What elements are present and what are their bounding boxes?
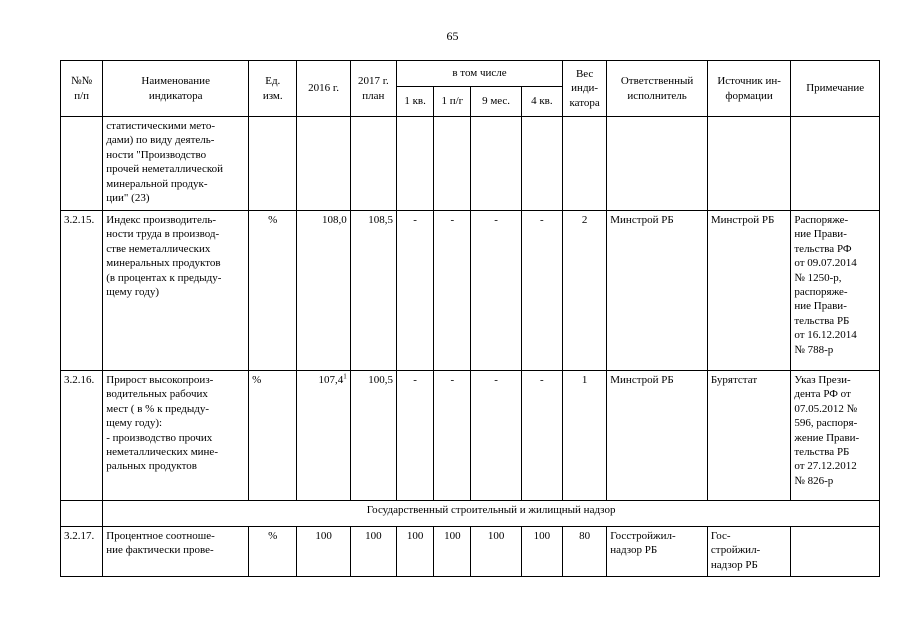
page-number: 65 [446,29,459,43]
cell-source: Гос- стройжил- надзор РБ [707,527,791,577]
header-source: Источник ин- формации [707,61,791,117]
cell-note [791,527,880,577]
cell-name: статистическими мето- дами) по виду деятель- ности "Производство прочей неметаллической минеральной продук- ции" (23) [103,117,249,211]
indicators-table [60,60,880,577]
cell-q1: 100 [396,527,433,577]
cell-weight [563,117,607,211]
cell-9m: - [471,211,521,371]
header-row [61,61,880,87]
cell-unit: % [249,371,297,501]
cell-q4: - [521,371,562,501]
header-unit: Ед. изм. [249,61,297,117]
cell-2017: 100,5 [350,371,396,501]
cell-q4: 100 [521,527,562,577]
cell-h1: 100 [434,527,471,577]
cell-2017: 108,5 [350,211,396,371]
table-row [61,527,880,577]
cell-9m [471,117,521,211]
cell-h1 [434,117,471,211]
section-row [61,501,880,527]
cell-note: Распоряже- ние Прави- тельства РФ от 09.07.2014 № 1250-р, распоряже- ние Прави- тельства РБ от 16.12.2014 № 788-р [791,211,880,371]
cell-source: Бурятстат [707,371,791,501]
cell-source [707,117,791,211]
section-spacer [61,501,103,527]
cell-name: Процентное соотноше- ние фактически прове- [103,527,249,577]
header-q1: 1 кв. [396,87,433,117]
cell-q1 [396,117,433,211]
cell-responsible: Госстройжил- надзор РБ [607,527,708,577]
cell-num: 3.2.15. [61,211,103,371]
cell-num: 3.2.17. [61,527,103,577]
cell-responsible: Минстрой РБ [607,371,708,501]
header-responsible: Ответственный исполнитель [607,61,708,117]
header-q4: 4 кв. [521,87,562,117]
header-including: в том числе [396,61,562,87]
cell-num [61,117,103,211]
section-title: Государственный строительный и жилищный надзор [103,501,880,527]
cell-weight: 2 [563,211,607,371]
header-9m: 9 мес. [471,87,521,117]
cell-9m: - [471,371,521,501]
header-weight: Вес инди- катора [563,61,607,117]
cell-h1: - [434,211,471,371]
cell-responsible: Минстрой РБ [607,211,708,371]
cell-unit: % [249,211,297,371]
cell-2016: 108,0 [297,211,350,371]
cell-name: Прирост высокопроиз- водительных рабочих мест ( в % к предыду- щему году): - производство прочих неметаллических мине- ральных продуктов [103,371,249,501]
cell-h1: - [434,371,471,501]
cell-note [791,117,880,211]
header-2016: 2016 г. [297,61,350,117]
cell-2016-value: 107,4 [318,374,344,386]
cell-q1: - [396,211,433,371]
cell-2016 [297,117,350,211]
cell-unit [249,117,297,211]
header-h1: 1 п/г [434,87,471,117]
cell-unit: % [249,527,297,577]
cell-note: Указ Прези- дента РФ от 07.05.2012 № 596, распоря- жение Прави- тельства РБ от 27.12.2012 № 826-р [791,371,880,501]
cell-name: Индекс производитель- ности труда в производ- стве неметаллических минеральных продуктов (в процентах к предыду- щему году) [103,211,249,371]
cell-2017 [350,117,396,211]
cell-q1: - [396,371,433,501]
table-row [61,117,880,211]
cell-weight: 1 [563,371,607,501]
cell-responsible [607,117,708,211]
table-row [61,371,880,501]
cell-q4 [521,117,562,211]
cell-2016 [297,371,350,501]
cell-9m: 100 [471,527,521,577]
footnote-mark: 1 [343,372,347,381]
cell-2017: 100 [350,527,396,577]
header-2017-plan: 2017 г. план [350,61,396,117]
cell-source: Минстрой РБ [707,211,791,371]
cell-weight: 80 [563,527,607,577]
cell-q4: - [521,211,562,371]
table-row [61,211,880,371]
header-name: Наименование индикатора [103,61,249,117]
header-num: №№ п/п [61,61,103,117]
cell-2016: 100 [297,527,350,577]
header-note: Примечание [791,61,880,117]
cell-num: 3.2.16. [61,371,103,501]
